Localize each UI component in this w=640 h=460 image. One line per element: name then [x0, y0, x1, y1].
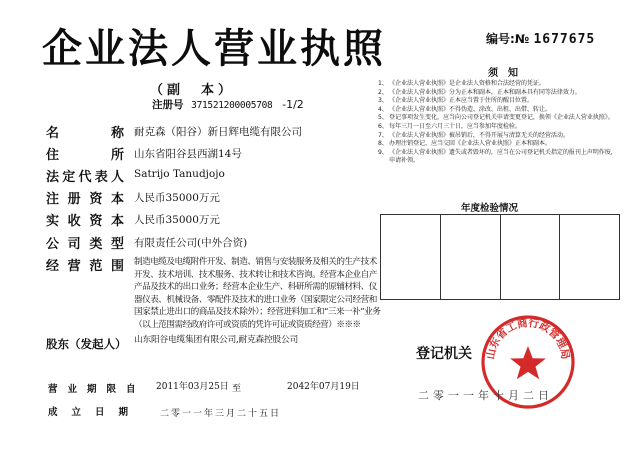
- notice-item-text: 《企业法人营业执照》分为正本和副本，正本和副本具有同等法律效力。: [389, 88, 581, 96]
- field-label: 实收资本: [46, 214, 124, 229]
- inspection-grid: [380, 214, 620, 300]
- notice-item: [378, 132, 622, 141]
- field-label: 住 所: [46, 148, 124, 163]
- document-title: 企业法人营业执照: [42, 25, 386, 72]
- notice-item-text: 《企业法人营业执照》被吊销后，不得开展与清算无关的经营活动。: [389, 131, 569, 139]
- notice-item: [378, 149, 622, 166]
- inspection-cell: [441, 215, 501, 299]
- notice-item-number: 9、: [378, 148, 388, 156]
- notice-item: [378, 123, 622, 132]
- reg-value: 371521200005708: [191, 100, 273, 111]
- notice-item: [378, 114, 622, 123]
- serial-label: 编号:: [486, 32, 515, 46]
- business-scope-text: 制造电缆及电缆附件开发、制造、销售与安装服务及相关的生产技术开发、技术培训、技术服务、技术转让和技术咨询。经营本企业自产产品及技术的出口业务；经营本企业生产、科研所需的原辅材料、仪器仪表、机械设备、零配件及技术的进口业务（国家限定公司经营和国家禁止进出口的商品及技术除外）；经营进料加工和“三来一补”业务（以上范围需经政府许可或资质的凭许可证或资质经营）※※※: [134, 257, 381, 330]
- inspection-cell: [560, 215, 619, 299]
- notice-item-text: 《企业法人营业执照》遗失或者毁坏的，应当在公司登记机关指定的报刊上声明作废，申请补领。: [389, 148, 617, 165]
- field-value: 山东省阳谷县西湖14号: [134, 148, 242, 160]
- inspection-cell: [381, 215, 441, 299]
- notice-list: [378, 80, 622, 166]
- notice-item-number: 4、: [378, 105, 388, 113]
- notice-item: [378, 80, 622, 89]
- field-value: Satrijo Tanudjojo: [134, 168, 225, 180]
- issue-date: 二零一一年十月二日: [418, 389, 553, 402]
- field-value: 人民币35000万元: [134, 214, 220, 226]
- business-period-to: 至: [232, 384, 242, 394]
- business-period-end: 2042年07月19日: [287, 382, 360, 392]
- field-label: 注册资本: [46, 192, 124, 207]
- notice-item-number: 7、: [378, 131, 388, 139]
- field-value: 人民币35000万元: [134, 192, 220, 204]
- inspection-title: 年度检验情况: [461, 203, 519, 214]
- notice-item-number: 2、: [378, 88, 388, 96]
- field-label: 经营范围: [46, 259, 124, 274]
- registration-authority-label: 登记机关: [416, 346, 472, 362]
- reg-label: 注册号: [152, 99, 184, 111]
- field-label: 名 称: [46, 126, 124, 141]
- notice-item-text: 办理注销登记，应当交回《企业法人营业执照》正本和副本。: [389, 140, 551, 148]
- notice-item-number: 8、: [378, 140, 388, 148]
- copy-number: -1/2: [282, 98, 304, 111]
- notice-item-number: 6、: [378, 122, 388, 130]
- established-value: 二零一一年三月二十五日: [160, 409, 282, 419]
- notice-item-number: 5、: [378, 114, 388, 122]
- field-label: 公司类型: [46, 237, 124, 252]
- shareholders-value: 山东阳谷电缆集团有限公司,耐克森控股公司: [134, 335, 298, 345]
- notice-item-number: 1、: [378, 80, 388, 87]
- serial-number: [486, 30, 595, 47]
- notice-item: [378, 140, 622, 149]
- registration-number: [152, 97, 304, 112]
- notice-item-number: 3、: [378, 97, 388, 105]
- notice-item-text: 《企业法人营业执照》是企业法人资格和合法经营的凭证。: [389, 80, 545, 87]
- field-value: 有限责任公司(中外合资): [134, 237, 248, 249]
- notice-item-text: 每年三月一日至六月三十日，应当参加年度检验。: [389, 122, 521, 130]
- notice-item-text: 《企业法人营业执照》不得伪造、涂改、出租、出借、转让。: [389, 105, 551, 113]
- notice-title: 须知: [488, 68, 528, 79]
- seal-star-icon: [510, 346, 546, 379]
- document-subtitle: （副 本）: [150, 83, 236, 98]
- shareholders-label: 股东（发起人）: [46, 337, 127, 351]
- business-period-start: 2011年03月25日: [156, 382, 229, 392]
- seal-text: 山东省工商行政管理局: [484, 317, 572, 361]
- business-period-label: 营业期限自: [48, 384, 146, 395]
- notice-item-text: 《企业法人营业执照》正本应当置于住所的醒目位置。: [389, 97, 533, 105]
- field-value: 耐克森（阳谷）新日辉电缆有限公司: [134, 126, 302, 138]
- notice-item: [378, 89, 622, 98]
- inspection-cell: [501, 215, 561, 299]
- established-label: 成立日期: [48, 407, 143, 418]
- notice-item: [378, 97, 622, 106]
- field-label: 法定代表人: [46, 170, 124, 185]
- serial-value: 1677675: [533, 32, 596, 47]
- serial-no-sign: №: [514, 32, 530, 46]
- notice-item-text: 登记事项发生变化，应当向公司登记机关申请变更登记，换领《企业法人营业执照》。: [389, 114, 614, 122]
